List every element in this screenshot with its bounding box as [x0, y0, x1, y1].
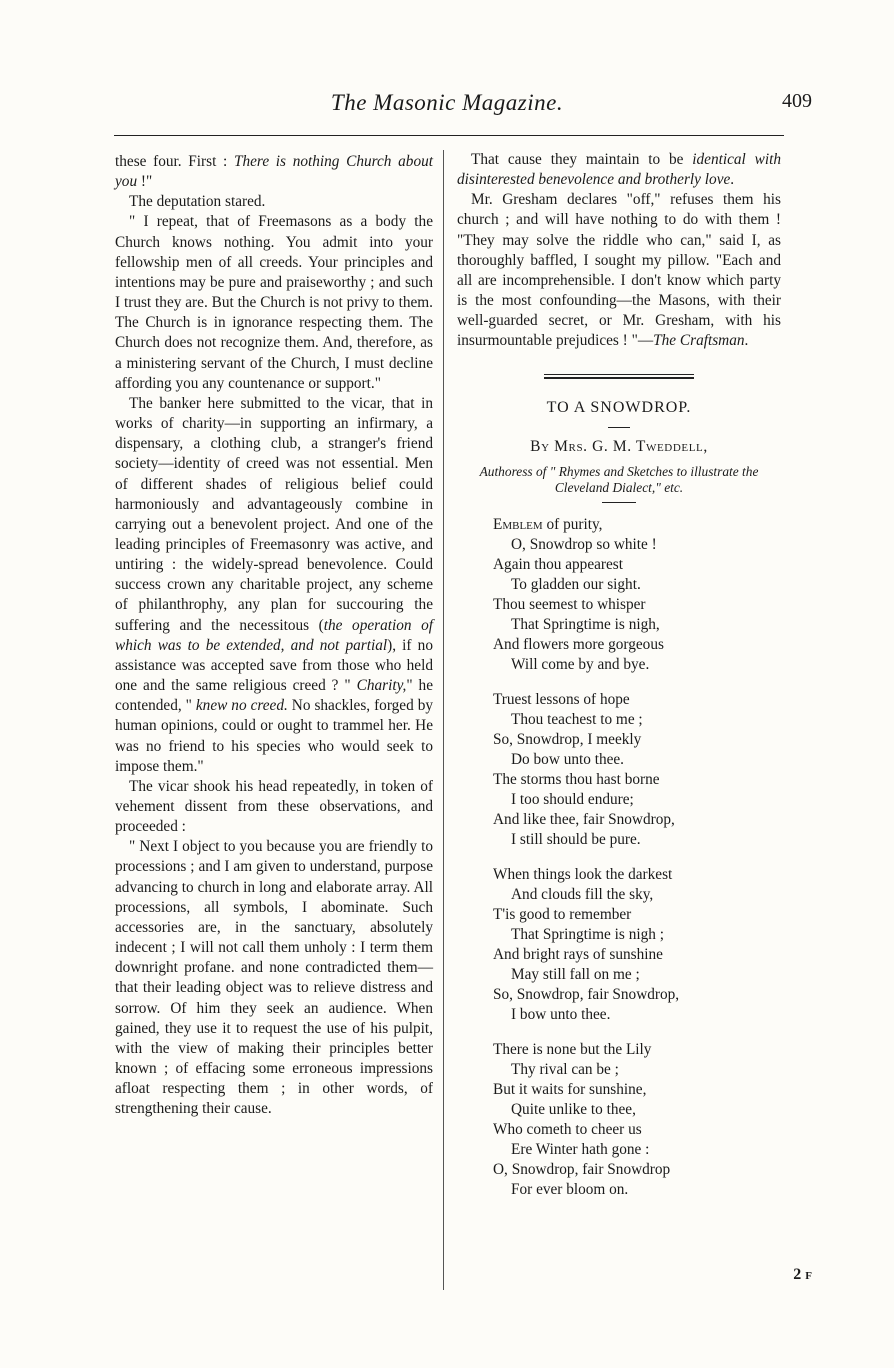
poem-line: May still fall on me ;	[511, 965, 640, 983]
poem-line: Truest lessons of hope	[493, 690, 630, 708]
poem-line: And flowers more gorgeous	[493, 635, 664, 653]
poem-line: And clouds fill the sky,	[511, 885, 654, 903]
byline-rule	[602, 502, 636, 503]
running-title: The Masonic Magazine.	[330, 90, 564, 115]
poem-line: That Springtime is nigh,	[511, 615, 660, 633]
poem-line: But it waits for sunshine,	[493, 1080, 647, 1098]
poem-line: So, Snowdrop, fair Snowdrop,	[493, 985, 680, 1003]
poem-line: And bright rays of sunshine	[493, 945, 663, 963]
poem-line: Thou teachest to me ;	[511, 710, 643, 728]
poem-line: Quite unlike to thee,	[511, 1100, 636, 1118]
section-divider	[544, 374, 694, 379]
poem-line: Will come by and bye.	[511, 655, 650, 673]
poem-line: T'is good to remember	[493, 905, 632, 923]
stanza	[493, 690, 781, 850]
poem-byline-note: Authoress of " Rhymes and Sketches to illustrate the Cleveland Dialect," etc.	[479, 463, 759, 495]
poem-line: And like thee, fair Snowdrop,	[493, 810, 675, 828]
poem-line: Who cometh to cheer us	[493, 1120, 642, 1138]
poem-line: So, Snowdrop, I meekly	[493, 730, 642, 748]
paragraph: " I repeat, that of Freemasons as a body the Church knows nothing. You admit into your fellowship men of all creeds. Your principles and intentions may be pure and praiseworthy ; and such I trust they are. But the Church is not privy to them. The Church is in ignorance respecting them. The Church does not recognize them. And, therefore, as a ministering servant of the Church, I must decline affording you any countenance or support."	[115, 213, 433, 392]
poem-line: For ever bloom on.	[511, 1180, 629, 1198]
poem-line: Again thou appearest	[493, 555, 623, 573]
poem-title: TO A SNOWDROP.	[546, 398, 692, 416]
right-column	[457, 150, 781, 1215]
poem-line: Thou seemest to whisper	[493, 595, 646, 613]
column-divider	[443, 150, 444, 1290]
poem	[457, 515, 781, 1200]
poem-line: Ere Winter hath gone :	[511, 1140, 650, 1158]
poem-line: I bow unto thee.	[511, 1005, 611, 1023]
poem-line: Emblem of purity,	[493, 515, 603, 533]
paragraph: The banker here submitted to the vicar, that in works of charity—in supporting an infirmary, a dispensary, a clothing club, a stranger's friend society—identity of creed was not essential. Men of different shades of religious belief could harmoniously and advantageously combine in carrying out a benevolent project. And one of the leading principles of Freemasonry was active, and untiring : the widely-spread benevolence. Could success crown any charitable project, any scheme of philanthrophy, any plan for succouring the suffering and the necessitous (the operation of which was to be extended, and not partial), if no assistance was accepted save from those who held one and the same religious creed ? " Charity," he contended, " knew no creed. No shackles, forged by human opinions, could or ought to trammel her. He was no friend to his species who would seek to impose them."	[115, 394, 434, 775]
poem-line: I still should be pure.	[511, 830, 641, 848]
signature-mark: 2 F	[793, 1266, 812, 1283]
poem-line: Thy rival can be ;	[511, 1060, 619, 1078]
paragraph: these four. First : There is nothing Church about you !"	[115, 153, 433, 191]
paragraph: Mr. Gresham declares "off," refuses them his church ; and will have nothing to do with them ! "They may solve the riddle who can," said I, as thoroughly baffled, I sought my pillow. "Each and all are incomprehensible. I don't know which party is the most confounding—the Masons, with their well-guarded secret, or Mr. Gresham, with his insurmountable prejudices ! "—The Craftsman.	[457, 191, 781, 350]
poem-line: The storms thou hast borne	[493, 770, 660, 788]
poem-line: That Springtime is nigh ;	[511, 925, 664, 943]
paragraph: " Next I object to you because you are friendly to processions ; and I am given to understand, purpose advancing to church in long and elaborate array. All processions, all symbols, I abominate. Such accessories are, in the sanctuary, absolutely indecent ; I will not call them unholy : I term them downright profane. and none contradicted them—that their leading object was to relieve distress and sorrow. Of him they seek an audience. When gained, they use it to request the use of his pulpit, with the view of making their principles better known ; of effacing some erroneous impressions afloat respecting them ; in other words, of strengthening their cause.	[115, 838, 433, 1118]
poem-line: I too should endure;	[511, 790, 634, 808]
poem-line: O, Snowdrop so white !	[511, 535, 657, 553]
poem-line: When things look the darkest	[493, 865, 673, 883]
stanza	[493, 1040, 781, 1200]
paragraph: The deputation stared.	[129, 193, 266, 211]
poem-line: Do bow unto thee.	[511, 750, 625, 768]
paragraph: The vicar shook his head repeatedly, in token of vehement dissent from these observations, and proceeded :	[115, 777, 433, 836]
poem-line: To gladden our sight.	[511, 575, 641, 593]
poem-byline: By Mrs. G. M. Tweddell,	[530, 437, 708, 455]
poem-line: O, Snowdrop, fair Snowdrop	[493, 1160, 671, 1178]
stanza	[493, 865, 781, 1025]
stanza	[493, 515, 781, 675]
page-number: 409	[782, 90, 812, 112]
poem-line: There is none but the Lily	[493, 1040, 652, 1058]
left-column	[115, 152, 433, 1120]
title-rule	[608, 427, 630, 428]
paragraph: That cause they maintain to be identical with disinterested benevolence and brotherly love.	[457, 151, 781, 189]
header-rule	[114, 135, 784, 136]
